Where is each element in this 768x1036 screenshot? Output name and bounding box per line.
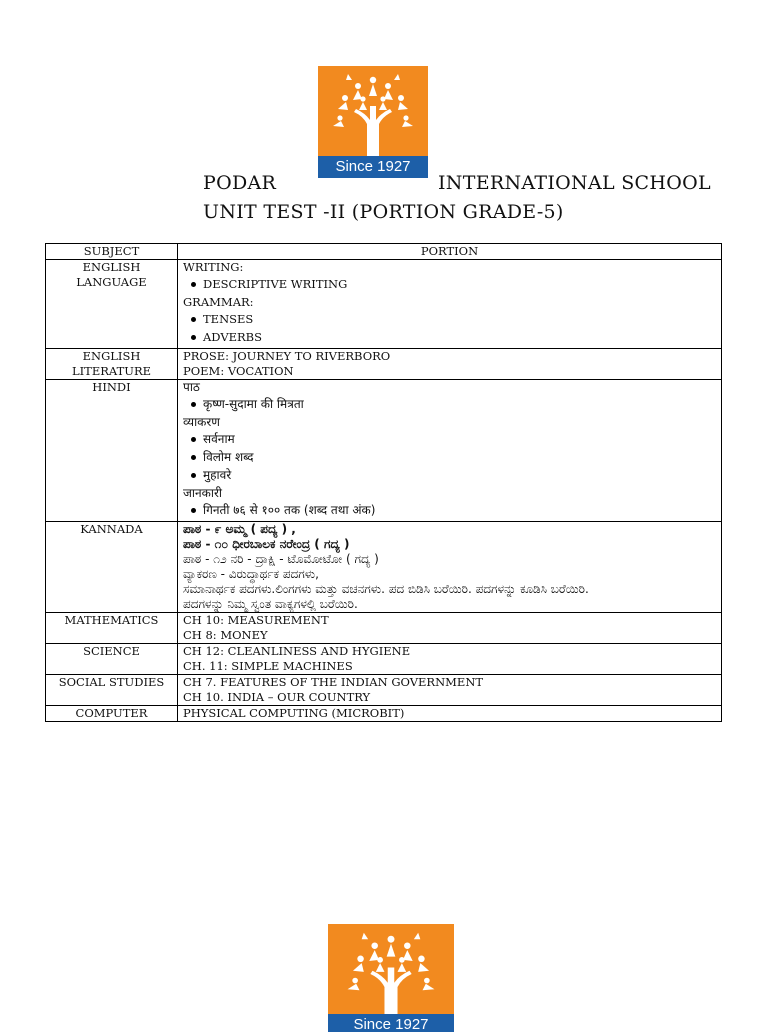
portion-line: POEM: VOCATION — [183, 364, 294, 378]
portion-bullet-item: TENSES — [183, 312, 716, 327]
table-row — [46, 522, 722, 613]
portion-line: पाठ — [183, 380, 200, 394]
subject-cell: ENGLISH LITERATURE — [46, 349, 178, 380]
portion-cell — [178, 522, 722, 613]
portion-cell — [178, 380, 722, 522]
portion-line: GRAMMAR: — [183, 295, 254, 309]
table-row — [46, 613, 722, 644]
table-row — [46, 260, 722, 349]
portion-bullet-item: विलोम शब्द — [183, 450, 716, 465]
subject-cell: MATHEMATICS — [46, 613, 178, 644]
portion-line: ಪದಗಳನ್ನು ನಿಮ್ಮ ಸ್ವಂತ ವಾಕ್ಯಗಳಲ್ಲಿ ಬರೆಯಿರಿ. — [183, 597, 358, 611]
portion-line: व्याकरण — [183, 415, 220, 429]
since-banner-footer: Since 1927 — [328, 1014, 454, 1032]
portion-bullet-item: मुहावरे — [183, 468, 716, 483]
portion-bullet-item: गिनती ७६ से १०० तक (शब्द तथा अंक) — [183, 503, 716, 518]
table-row — [46, 706, 722, 722]
portion-line: CH 7. FEATURES OF THE INDIAN GOVERNMENT — [183, 675, 484, 689]
subject-cell: SCIENCE — [46, 644, 178, 675]
portion-line: ಪಾಠ - ೧೦ ಧೀರಬಾಲಕ ನರೇಂದ್ರ ( ಗದ್ಯ ) — [183, 537, 350, 551]
subject-cell: HINDI — [46, 380, 178, 522]
portion-bullet-item: कृष्ण-सुदामा की मित्रता — [183, 397, 716, 412]
portion-bullet-item: सर्वनाम — [183, 432, 716, 447]
portion-cell — [178, 260, 722, 349]
subject-header: SUBJECT — [46, 244, 178, 260]
portion-cell — [178, 675, 722, 706]
portion-line: CH 8: MONEY — [183, 628, 268, 642]
portion-line: CH. 11: SIMPLE MACHINES — [183, 659, 353, 673]
table-header-row — [46, 244, 722, 260]
portion-cell — [178, 706, 722, 722]
tree-logo-footer-icon — [328, 924, 454, 1024]
portion-line: जानकारी — [183, 486, 223, 500]
portion-cell — [178, 613, 722, 644]
tree-logo-icon — [318, 66, 428, 158]
school-name-left: PODAR — [203, 172, 277, 194]
subject-cell: ENGLISH LANGUAGE — [46, 260, 178, 349]
portion-header: PORTION — [178, 244, 722, 260]
portion-cell — [178, 644, 722, 675]
portion-line: CH 10: MEASUREMENT — [183, 613, 329, 627]
portion-cell — [178, 349, 722, 380]
subject-cell: SOCIAL STUDIES — [46, 675, 178, 706]
table-row — [46, 675, 722, 706]
portion-line: ಪಾಠ - ೧೨ ನರಿ - ದ್ರಾಕ್ಷಿ - ಟೊಮೋಟೋ ( ಗದ್ಯ ) — [183, 552, 379, 566]
since-banner: Since 1927 — [318, 156, 428, 178]
table-row — [46, 644, 722, 675]
portion-line: ಪಾಠ - ೯ ಅಮ್ಮ ( ಪದ್ಯ ) , — [183, 522, 296, 536]
school-name-right: INTERNATIONAL SCHOOL — [438, 172, 711, 194]
portion-table — [45, 243, 722, 722]
school-logo — [318, 66, 428, 178]
portion-line: CH 12: CLEANLINESS AND HYGIENE — [183, 644, 411, 658]
subject-cell: KANNADA — [46, 522, 178, 613]
portion-line: PROSE: JOURNEY TO RIVERBORO — [183, 349, 391, 363]
portion-line: WRITING: — [183, 260, 244, 274]
portion-bullet-item: ADVERBS — [183, 330, 716, 345]
table-row — [46, 380, 722, 522]
portion-line: CH 10. INDIA – OUR COUNTRY — [183, 690, 371, 704]
table-body — [46, 260, 722, 722]
portion-line: PHYSICAL COMPUTING (MICROBIT) — [183, 706, 405, 720]
portion-line: ವ್ಯಾಕರಣ - ವಿರುದ್ಧಾರ್ಥಕ ಪದಗಳು, — [183, 567, 319, 581]
portion-line: ಸಮಾನಾರ್ಥಕ ಪದಗಳು.ಲಿಂಗಗಳು ಮತ್ತು ವಚನಗಳು. ಪದ ಬಿಡಿಸಿ ಬರೆಯಿರಿ. ಪದಗಳನ್ನು ಕೂಡಿಸಿ ಬರೆಯಿರಿ. — [183, 582, 589, 596]
subject-cell: COMPUTER — [46, 706, 178, 722]
table-row — [46, 349, 722, 380]
portion-bullet-item: DESCRIPTIVE WRITING — [183, 277, 716, 292]
school-logo-footer — [328, 924, 454, 1033]
page-title: UNIT TEST -II (PORTION GRADE-5) — [203, 201, 564, 223]
